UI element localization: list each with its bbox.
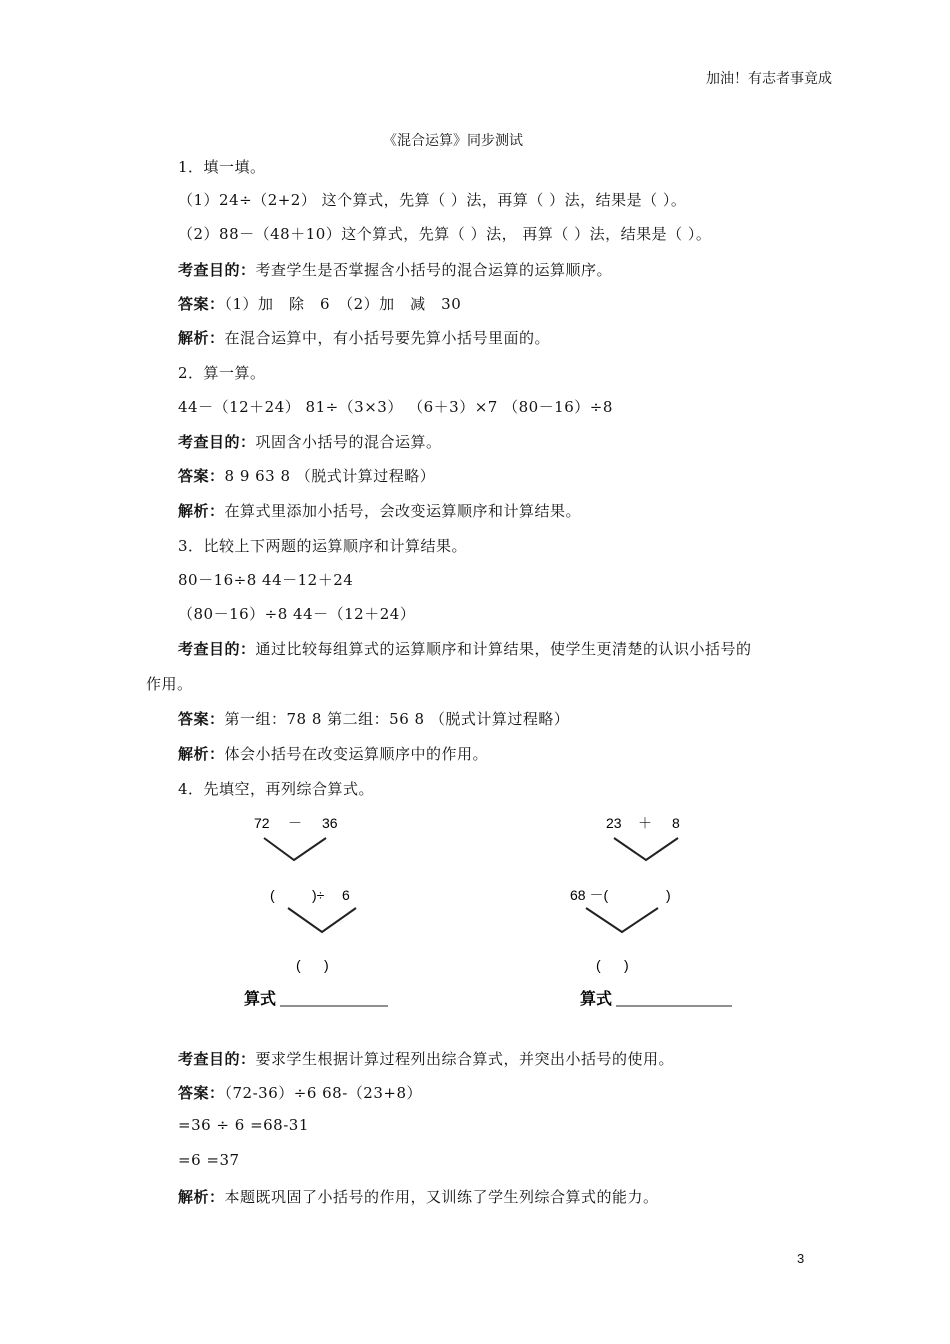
analysis-label: 解析： (178, 1188, 225, 1206)
q4-step1: =36 ÷ 6 =68-31 (178, 1116, 309, 1134)
q4-analysis (178, 1186, 659, 1207)
left-top-op: － (288, 815, 302, 831)
calculation-diagrams (230, 808, 770, 1018)
left-mid-close: )÷ (312, 887, 325, 903)
left-mid-open: ( (270, 887, 275, 903)
q3-line1: 80－16÷8 44－12＋24 (178, 571, 354, 589)
q3-analysis (178, 743, 488, 764)
q1-line2: （2）88－（48＋10）这个算式，先算（ ）法， 再算（ ）法，结果是（ ）。 (178, 225, 712, 243)
answer-text: 第一组：78 8 第二组：56 8 （脱式计算过程略） (224, 710, 570, 728)
header-motto: 加油！有志者事竟成 (706, 71, 832, 87)
q3-answer (178, 708, 569, 729)
analysis-text: 本题既巩固了小括号的作用，又训练了学生列综合算式的能力。 (224, 1188, 659, 1206)
q2-heading: 2．算一算。 (178, 364, 266, 382)
answer-label: 答案： (178, 467, 225, 485)
analysis-label: 解析： (178, 502, 225, 520)
answer-label: 答案： (178, 295, 225, 313)
right-mid: 68 －( (570, 887, 609, 903)
answer-text: （72-36）÷6 68-（23+8） (224, 1084, 422, 1102)
purpose-text: 巩固含小括号的混合运算。 (255, 433, 442, 451)
right-top-a: 23 (606, 815, 622, 831)
q3-heading: 3．比较上下两题的运算顺序和计算结果。 (178, 537, 468, 555)
analysis-text: 在算式里添加小括号，会改变运算顺序和计算结果。 (224, 502, 582, 520)
q3-line2: （80－16）÷8 44－（12＋24） (178, 605, 416, 623)
left-top-b: 36 (322, 815, 338, 831)
left-bracket-mid (288, 908, 356, 932)
page-title: 《混合运算》同步测试 (383, 133, 523, 149)
right-formula-label: 算式 (580, 991, 613, 1008)
analysis-text: 在混合运算中，有小括号要先算小括号里面的。 (224, 329, 551, 347)
answer-label: 答案： (178, 1084, 225, 1102)
q1-answer (178, 293, 461, 314)
purpose-text: 考查学生是否掌握含小括号的混合运算的运算顺序。 (255, 261, 613, 279)
purpose-label: 考查目的： (178, 433, 256, 451)
analysis-text: 体会小括号在改变运算顺序中的作用。 (224, 745, 489, 763)
page-number: 3 (797, 1251, 805, 1266)
q1-line1: （1）24÷（2+2） 这个算式，先算（ ）法，再算（ ）法，结果是（ ）。 (178, 191, 687, 209)
analysis-label: 解析： (178, 329, 225, 347)
q2-analysis (178, 500, 581, 521)
analysis-label: 解析： (178, 745, 225, 763)
purpose-label: 考查目的： (178, 261, 256, 279)
q4-step2: =6 =37 (178, 1151, 240, 1169)
q3-purpose-cont: 作用。 (146, 675, 193, 693)
diagram-left (244, 815, 388, 1008)
diagram-right (570, 815, 732, 1008)
q2-answer (178, 465, 435, 486)
left-mid-num: 6 (342, 887, 350, 903)
purpose-text: 通过比较每组算式的运算顺序和计算结果，使学生更清楚的认识小括号的 (255, 640, 752, 658)
answer-text: 8 9 63 8 （脱式计算过程略） (224, 467, 436, 485)
right-top-b: 8 (672, 815, 680, 831)
purpose-label: 考查目的： (178, 1050, 256, 1068)
right-mid-close: ) (666, 887, 671, 903)
left-formula-label: 算式 (244, 991, 277, 1008)
q2-purpose (178, 431, 442, 452)
answer-text: （1）加 除 6 （2）加 减 30 (224, 295, 462, 313)
purpose-label: 考查目的： (178, 640, 256, 658)
answer-label: 答案： (178, 710, 225, 728)
right-result: ( ) (596, 957, 629, 973)
q3-purpose (178, 638, 752, 659)
right-bracket-top (614, 838, 678, 860)
left-top-a: 72 (254, 815, 270, 831)
q1-heading: 1．填一填。 (178, 158, 266, 176)
right-bracket-mid (586, 908, 658, 932)
left-bracket-top (264, 838, 326, 860)
left-result: ( ) (296, 957, 329, 973)
q4-purpose (178, 1048, 674, 1069)
q4-answer (178, 1082, 422, 1103)
purpose-text: 要求学生根据计算过程列出综合算式，并突出小括号的使用。 (255, 1050, 675, 1068)
q2-line1: 44－（12＋24） 81÷（3×3） （6＋3）×7 （80－16）÷8 (178, 398, 613, 416)
q4-heading: 4．先填空，再列综合算式。 (178, 780, 375, 798)
right-top-op: ＋ (638, 815, 652, 831)
q1-analysis (178, 327, 550, 348)
q1-purpose (178, 259, 612, 280)
